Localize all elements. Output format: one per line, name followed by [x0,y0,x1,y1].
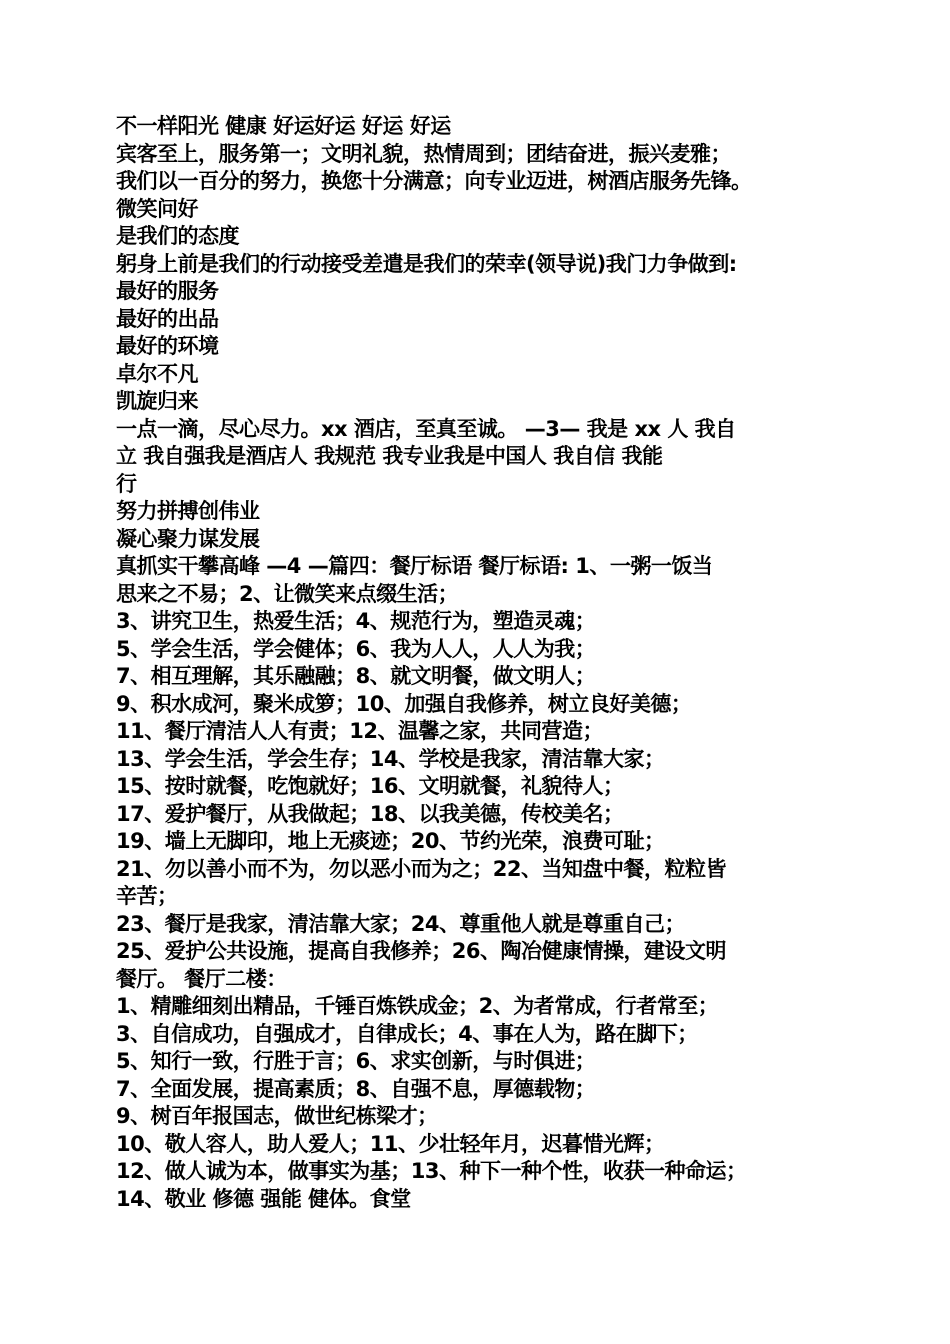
text-line: 最好的服务 [116,279,219,303]
text-line: 努力拼搏创伟业 [116,499,260,523]
text-line: 12、做人诚为本，做事实为基；13、种下一种个性，收获一种命运； [116,1159,747,1183]
text-line: 23、餐厅是我家，清洁靠大家；24、尊重他人就是尊重自己； [116,911,685,936]
text-line: 微笑问好 [116,196,198,221]
text-line: 不一样阳光 健康 好运好运 好运 好运 [116,114,451,138]
text-line: 3、自信成功，自强成才，自律成长；4、事在人为，路在脚下； [116,1021,698,1046]
text-line: 立 我自强我是酒店人 我规范 我专业我是中国人 我自信 我能 [116,444,663,468]
text-line: 14、敬业 修德 强能 健体。食堂 [116,1186,411,1211]
text-line: 10、敬人容人，助人爱人；11、少壮轻年月，迟暮惜光辉； [116,1131,665,1156]
text-line: 19、墙上无脚印，地上无痰迹；20、节约光荣，浪费可耻； [116,829,665,853]
text-line: 5、学会生活，学会健体；6、我为人人，人人为我； [116,636,596,661]
text-line: 是我们的态度 [116,224,239,248]
text-line: 13、学会生活，学会生存；14、学校是我家，清洁靠大家； [116,746,665,771]
text-line: 一点一滴，尽心尽力。xx 酒店，至真至诚。 —3— 我是 xx 人 我自 [116,416,736,441]
text-line: 15、按时就餐，吃饱就好；16、文明就餐，礼貌待人； [116,774,624,798]
text-line: 9、树百年报国志，做世纪栋梁才； [116,1104,438,1128]
text-line: 7、相互理解，其乐融融；8、就文明餐，做文明人； [116,664,596,688]
text-line: 最好的环境 [116,334,219,358]
text-line: 3、讲究卫生，热爱生活；4、规范行为，塑造灵魂； [116,609,596,633]
document-body [116,113,846,1213]
text-line: 餐厅。 餐厅二楼： [116,966,287,991]
text-line: 5、知行一致，行胜于言；6、求实创新，与时俱进； [116,1049,596,1073]
text-line: 凝心聚力谋发展 [116,526,260,551]
text-line: 卓尔不凡 [116,361,198,386]
text-line: 17、爱护餐厅，从我做起；18、以我美德，传校美名； [116,801,624,826]
text-line: 25、爱护公共设施，提高自我修养；26、陶冶健康情操，建设文明 [116,939,726,963]
text-line: 11、餐厅清洁人人有责；12、温馨之家，共同营造； [116,719,603,743]
text-line: 辛苦； [116,884,178,908]
text-line: 行 [116,471,137,496]
text-line: 躬身上前是我们的行动接受差遣是我们的荣幸(领导说)我门力争做到: [116,251,737,276]
text-line: 真抓实干攀高峰 —4 —篇四：餐厅标语 餐厅标语: 1、一粥一饭当 [116,554,713,578]
text-line: 9、积水成河，聚米成箩；10、加强自我修养，树立良好美德； [116,691,692,716]
text-line: 7、全面发展，提高素质；8、自强不息，厚德载物； [116,1076,596,1101]
text-line: 我们以一百分的努力，换您十分满意；向专业迈进，树酒店服务先锋。 [116,169,752,193]
text-line: 21、勿以善小而不为，勿以恶小而为之；22、当知盘中餐，粒粒皆 [116,856,726,881]
text-line: 凯旋归来 [116,389,198,413]
text-line: 思来之不易；2、让微笑来点缀生活； [116,581,459,606]
text-line: 宾客至上，服务第一；文明礼貌，热情周到；团结奋进，振兴麦雅； [116,141,731,166]
text-line: 最好的出品 [116,306,219,331]
text-line: 1、精雕细刻出精品，千锤百炼铁成金；2、为者常成，行者常至； [116,994,719,1018]
